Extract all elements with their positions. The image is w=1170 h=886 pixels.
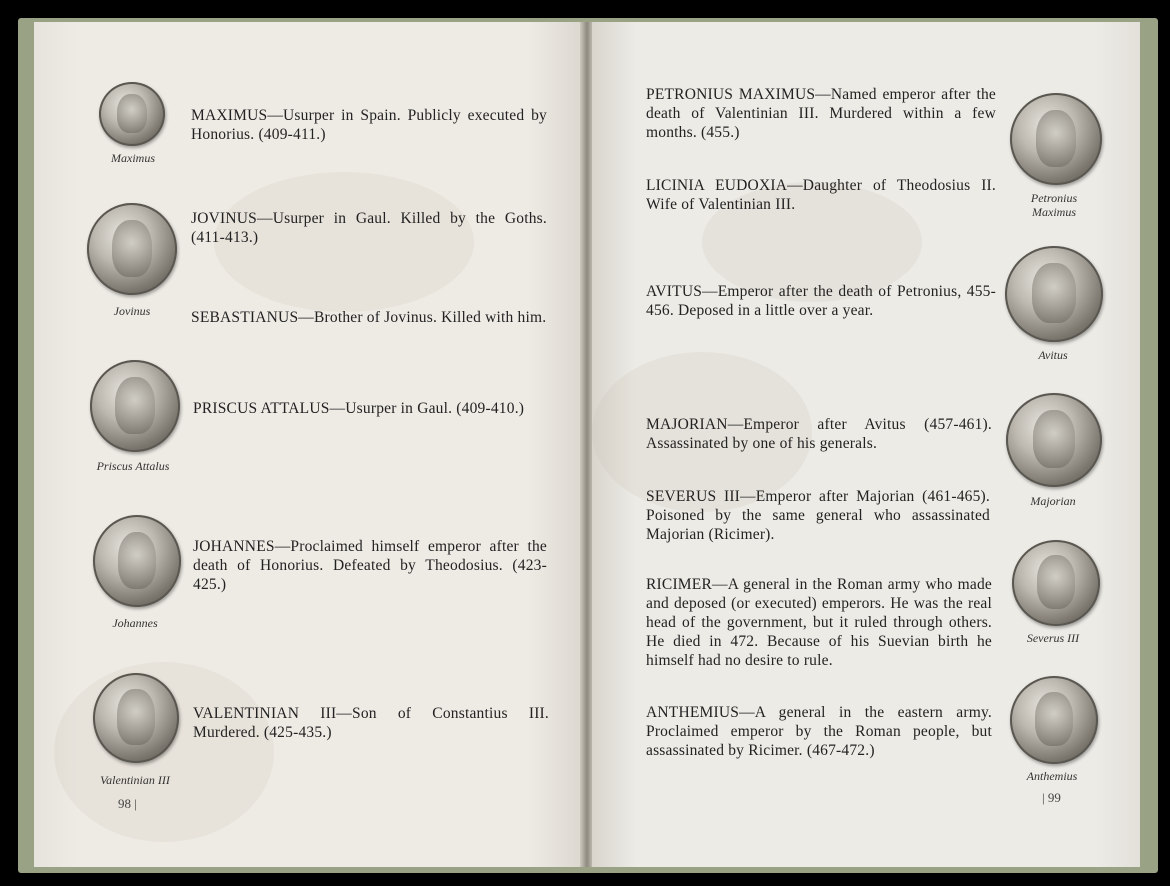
entry-text: LICINIA EUDOXIA—Daughter of Theodosius II. Wife of Valentinian III. [646,177,996,213]
coin-caption: Valentinian III [100,773,170,787]
coin-caption: Severus III [1026,631,1080,645]
coin-caption: Maximus [111,151,155,165]
entry-text: MAXIMUS—Usurper in Spain. Publicly executed by Honorius. (409-411.) [191,107,547,143]
coin-image-priscus-attalus [90,360,180,452]
entry-text: SEVERUS III—Emperor after Majorian (461-465). Poisoned by the same general who assassinated Majorian (Ricimer). [646,488,990,543]
coin-image-maximus [99,82,165,146]
coin-image-majorian [1006,393,1102,487]
entry-text: ANTHEMIUS—A general in the eastern army. Proclaimed emperor by the Roman people, but assassinated by Ricimer. (467-472.) [646,704,992,759]
entry-text: SEBASTIANUS—Brother of Jovinus. Killed with him. [191,309,547,326]
coin-caption: Johannes [112,616,158,630]
coin-image-severus-iii [1012,540,1100,626]
coin-caption: Petronius Maximus [1030,191,1078,219]
entry-text: JOHANNES—Proclaimed himself emperor after the death of Honorius. Defeated by Theodosius. (423-425.) [193,538,547,593]
coin-image-anthemius [1010,676,1098,764]
entry-text: VALENTINIAN III—Son of Constantius III. Murdered. (425-435.) [193,705,549,741]
coin-caption: Avitus [1038,348,1068,362]
entry-text: RICIMER—A general in the Roman army who made and deposed (or executed) emperors. He was the real head of the government, but it ruled through others. He died in 472. Because of his Suevian birth he himself had no desire to rule. [646,576,992,669]
page-number-right: | 99 [1042,790,1061,805]
coin-image-avitus [1005,246,1103,342]
coin-image-valentinian-iii [93,673,179,763]
coin-caption: Majorian [1030,494,1076,508]
coin-image-johannes [93,515,181,607]
entry-text: AVITUS—Emperor after the death of Petronius, 455-456. Deposed in a little over a year. [646,283,996,319]
entry-text: PETRONIUS MAXIMUS—Named emperor after the death of Valentinian III. Murdered within a few months. (455.) [646,86,996,141]
coin-image-petronius-maximus [1010,93,1102,185]
page-number-left: 98 | [118,796,137,811]
coin-caption: Jovinus [113,304,151,318]
entry-text: JOVINUS—Usurper in Gaul. Killed by the Goths. (411-413.) [191,210,547,246]
coin-caption: Anthemius [1026,769,1078,783]
coin-caption: Priscus Attalus [96,459,170,473]
entry-text: MAJORIAN—Emperor after Avitus (457-461). Assassinated by one of his generals. [646,416,992,452]
coin-image-jovinus [87,203,177,295]
entry-text: PRISCUS ATTALUS—Usurper in Gaul. (409-410.) [193,400,525,417]
